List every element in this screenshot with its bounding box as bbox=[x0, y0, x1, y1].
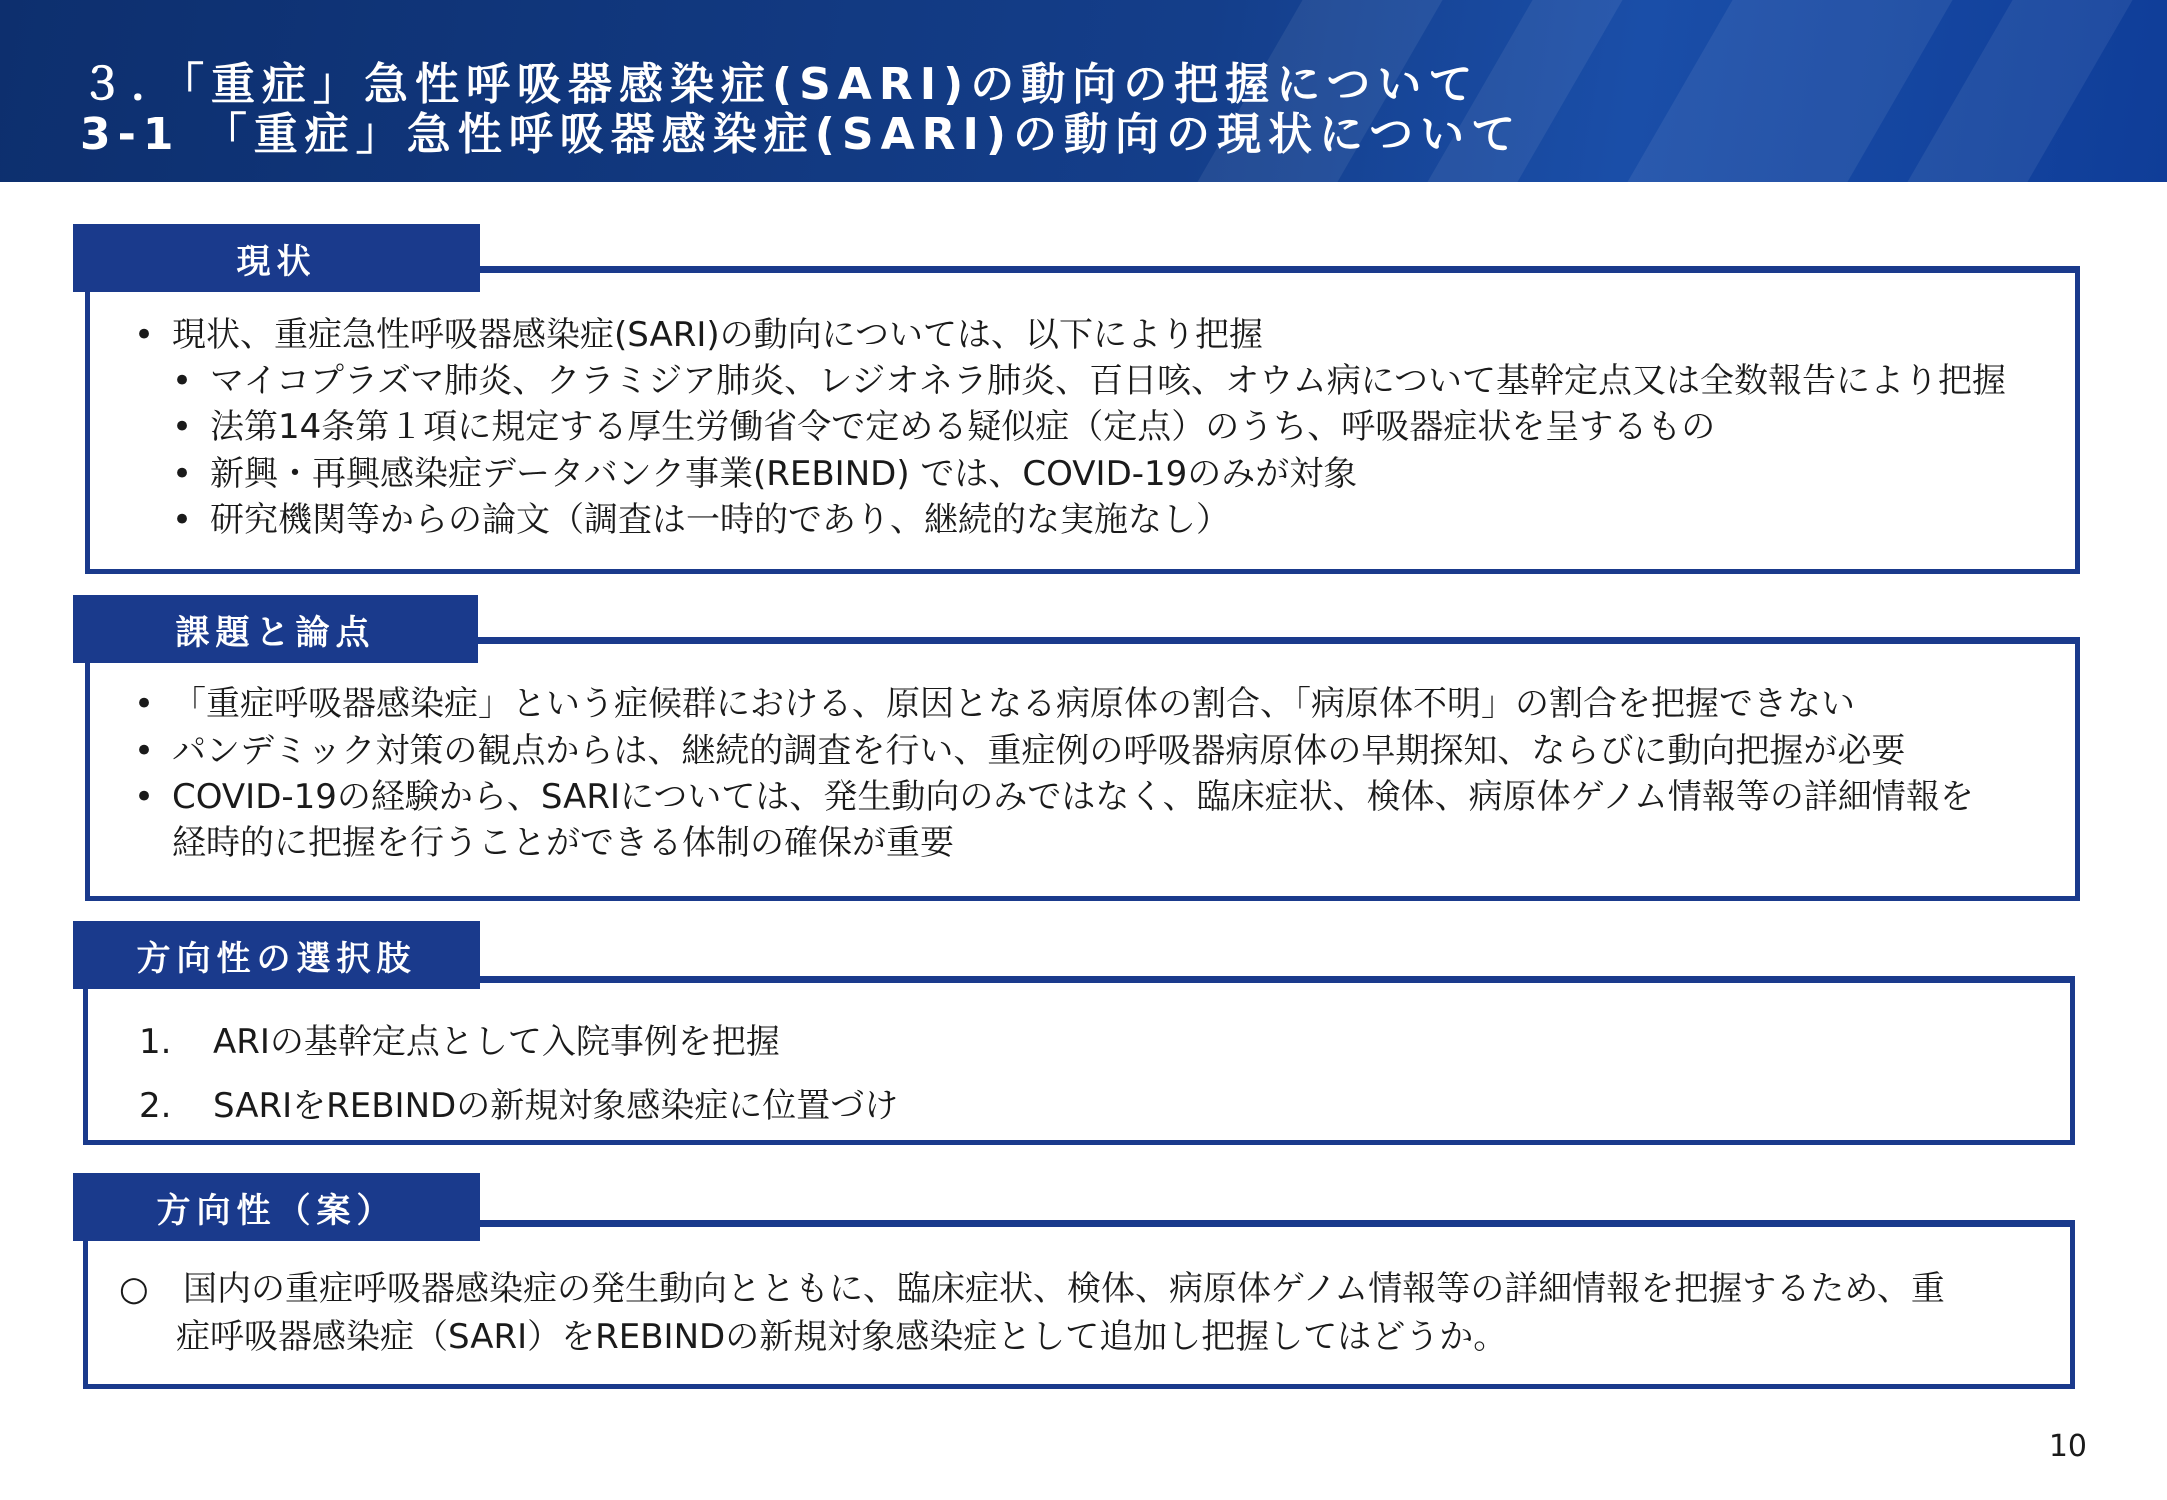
option-item: 1. ARIの基幹定点として入院事例を把握 bbox=[139, 1022, 780, 1062]
issues-item-continuation: 経時的に把握を行うことができる体制の確保が重要 bbox=[172, 823, 954, 863]
issues-item: • COVID-19の経験から、SARIについては、発生動向のみではなく、臨床症状、検体、病原体ゲノム情報等の詳細情報を bbox=[134, 777, 1974, 817]
current-item: • 現状、重症急性呼吸器感染症(SARI)の動向については、以下により把握 bbox=[134, 315, 1263, 355]
proposal-line-continuation: 症呼吸器感染症（SARI）をREBINDの新規対象感染症として追加し把握してはどうか。 bbox=[176, 1317, 1508, 1357]
header-title-line1: ３．「重症」急性呼吸器感染症(SARI)の動向の把握について bbox=[80, 59, 1480, 110]
issues-tab bbox=[73, 595, 478, 663]
options-title: 方向性の選択肢 bbox=[136, 938, 417, 979]
current-status-tab bbox=[73, 224, 480, 292]
option-item: 2. SARIをREBINDの新規対象感染症に位置づけ bbox=[139, 1086, 899, 1126]
slide-header bbox=[0, 0, 2167, 182]
current-subitem: • マイコプラズマ肺炎、クラミジア肺炎、レジオネラ肺炎、百日咳、オウム病について基幹定点又は全数報告により把握 bbox=[172, 361, 2007, 401]
page-number: 10 bbox=[2048, 1429, 2087, 1464]
circle-marker: ○ bbox=[119, 1269, 149, 1309]
proposal-line: ○ 国内の重症呼吸器感染症の発生動向とともに、臨床症状、検体、病原体ゲノム情報等の詳細情報を把握するため、重 bbox=[119, 1266, 1945, 1312]
header-title-line2: 3-1 「重症」急性呼吸器感染症(SARI)の動向の現状について bbox=[80, 109, 1523, 160]
proposal-tab bbox=[73, 1173, 480, 1241]
current-subitem: • 研究機関等からの論文（調査は一時的であり、継続的な実施なし） bbox=[172, 500, 1230, 540]
current-status-title: 現状 bbox=[236, 241, 317, 282]
issues-tab-rule bbox=[478, 637, 2080, 642]
issues-item: • 「重症呼吸器感染症」という症候群における、原因となる病原体の割合、「病原体不明」の割合を把握できない bbox=[134, 684, 1855, 724]
options-tab bbox=[73, 921, 480, 989]
current-subitem: • 新興・再興感染症データバンク事業(REBIND) では、COVID-19のみが対象 bbox=[172, 454, 1358, 494]
proposal-tab-rule bbox=[480, 1220, 2075, 1225]
proposal-title: 方向性（案） bbox=[156, 1190, 397, 1231]
issues-item: • パンデミック対策の観点からは、継続的調査を行い、重症例の呼吸器病原体の早期探知、ならびに動向把握が必要 bbox=[134, 731, 1906, 771]
issues-title: 課題と論点 bbox=[175, 612, 376, 653]
current-subitem: • 法第14条第１項に規定する厚生労働省令で定める疑似症（定点）のうち、呼吸器症状を呈するもの bbox=[172, 407, 1716, 447]
current-status-tab-rule bbox=[480, 266, 2080, 271]
options-tab-rule bbox=[480, 976, 2075, 981]
